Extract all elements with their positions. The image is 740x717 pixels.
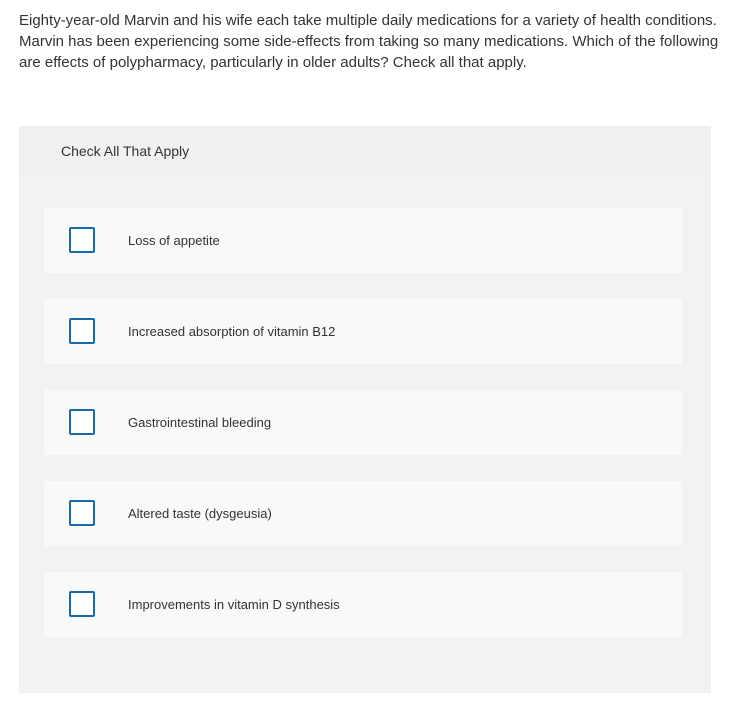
options-list [44,208,682,663]
checkbox[interactable] [69,500,95,526]
answer-panel [19,126,711,693]
option-label: Improvements in vitamin D synthesis [128,597,340,612]
option-label: Altered taste (dysgeusia) [128,506,272,521]
option-increased-absorption-b12[interactable] [44,299,682,364]
option-label: Increased absorption of vitamin B12 [128,324,336,339]
checkbox[interactable] [69,409,95,435]
checkbox[interactable] [69,591,95,617]
question-text: Eighty-year-old Marvin and his wife each take multiple daily medications for a variety of health conditions. Marvin has been experiencing some side-effects from taking so many medications. Which of the following are effects of polypharmacy, particularly in older adults? Check all that apply. [19,12,719,71]
checkbox[interactable] [69,318,95,344]
checkbox[interactable] [69,227,95,253]
panel-header: Check All That Apply [19,126,711,176]
option-gastrointestinal-bleeding[interactable] [44,390,682,455]
option-vitamin-d-synthesis[interactable] [44,572,682,637]
option-altered-taste[interactable] [44,481,682,546]
option-label: Gastrointestinal bleeding [128,415,272,430]
option-loss-of-appetite[interactable] [44,208,682,273]
option-label: Loss of appetite [128,233,220,248]
